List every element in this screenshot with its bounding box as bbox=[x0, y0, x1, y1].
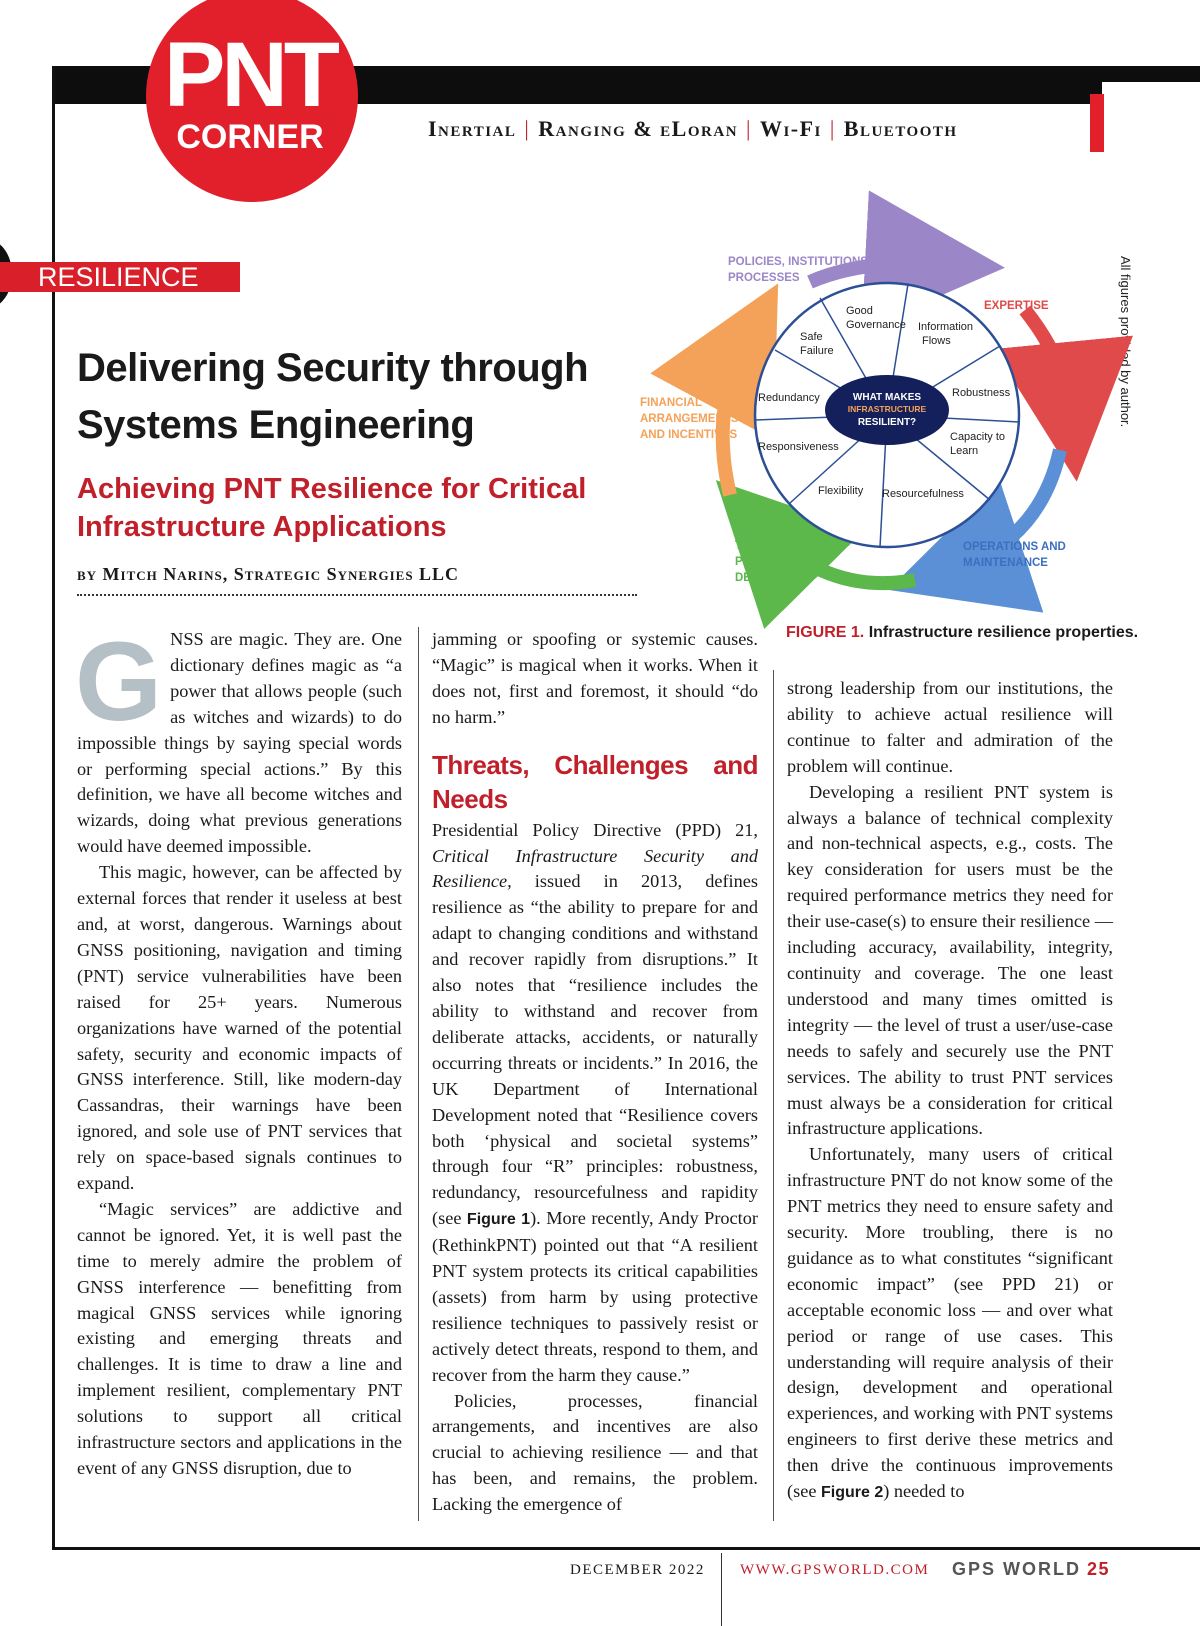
center-line-3: RESILIENT? bbox=[857, 417, 917, 428]
spoke-information-flows-2: Flows bbox=[922, 335, 951, 347]
outer-policies-2: PROCESSES bbox=[728, 272, 800, 284]
spoke-safe-failure-2: Failure bbox=[800, 345, 834, 357]
outer-operations-1: OPERATIONS AND bbox=[963, 541, 1066, 553]
outer-financial-1: FINANCIAL bbox=[640, 397, 702, 409]
spoke-capacity-2: Learn bbox=[950, 445, 979, 457]
section-heading: Threats, Challenges and Needs bbox=[432, 749, 758, 814]
spoke-capacity-1: Capacity to bbox=[950, 431, 1006, 443]
section-tag: RESILIENCE bbox=[0, 262, 240, 292]
col2-paragraph-1: jamming or spoofing or systemic causes. “Magic” is magical when it works. When it does not, first and foremost, it should “do no harm.” bbox=[432, 629, 758, 727]
col3-paragraph-1: strong leadership from our institutions, the ability to achieve actual resilience will continue to falter and admiration of the problem will continue. bbox=[787, 678, 1113, 776]
column-rule-1 bbox=[418, 627, 419, 1521]
figure-caption-text: Infrastructure resilience properties. bbox=[868, 624, 1139, 641]
nav-bluetooth: Bluetooth bbox=[843, 116, 958, 141]
byline-divider bbox=[77, 594, 637, 596]
topic-nav: Inertial | Ranging & eLoran | Wi-Fi | Bluetooth bbox=[428, 116, 958, 141]
spoke-good-governance-1: Good bbox=[846, 305, 873, 317]
footer-date: DECEMBER 2022 bbox=[570, 1562, 705, 1578]
spoke-responsiveness: Responsiveness bbox=[758, 441, 839, 453]
spoke-robustness: Robustness bbox=[952, 387, 1011, 399]
figure-caption bbox=[786, 624, 1138, 642]
nav-inertial: Inertial bbox=[428, 116, 517, 141]
col1-paragraph-1: NSS are magic. They are. One dictionary defines magic as “a power that allows people (such as witches and wizards) to do impossible things by saying special words or performing special actions.” By this definition, we have all become witches and wizards, doing what previous generations would have deemed impossible. bbox=[77, 629, 402, 857]
figure-2-reference: Figure 2 bbox=[821, 1484, 884, 1502]
footer-url[interactable]: WWW.GPSWORLD.COM bbox=[740, 1562, 930, 1578]
outer-technical-1: TECHNICAL bbox=[735, 540, 802, 552]
col2-paragraph-2: Presidential Policy Directive (PPD) 21, Critical Infrastructure Security and Resilience, issued in 2013, defines resilience as “the ability to prepare for and adapt to changing conditions and withstand and recover rapidly from disruptions.” It also notes that “resilience includes the ability to withstand and recover from deliberate attacks, accidents, or naturally occurring threats or incidents.” In 2016, the UK Department of International Development noted that “Resilience covers both ‘physical and societal systems” through four “R” principles: robustness, redundancy, resourcefulness and rapidity (see Figure 1). More recently, Andy Proctor (RethinkPNT) pointed out that “A resilient PNT system protects its critical capabilities (assets) from harm by using protective resilience techniques to passively resist or actively detect threats, respond to them, and recover from the harm they cause.” bbox=[432, 819, 758, 1385]
spoke-flexibility: Flexibility bbox=[818, 485, 864, 497]
header-accent-tab bbox=[1090, 94, 1104, 152]
center-line-1: WHAT MAKES bbox=[852, 392, 922, 403]
figure-label: FIGURE 1. bbox=[786, 624, 865, 641]
outer-operations-2: MAINTENANCE bbox=[963, 557, 1048, 569]
figure-1-reference: Figure 1 bbox=[466, 1211, 531, 1229]
footer-divider bbox=[721, 1553, 722, 1626]
column-1 bbox=[75, 619, 402, 1482]
pnt-corner-logo bbox=[134, 0, 370, 206]
byline: by Mitch Narins, Strategic Synergies LLC bbox=[77, 564, 460, 584]
col3-paragraph-2: Developing a resilient PNT system is always a balance of technical complexity and non-technical aspects, e.g., costs. The key consideration for users must be the required performance metrics they need for their use-case(s) to ensure their resilience — including accuracy, availability, integrity, continuity and coverage. The one least understood and many times omitted is integrity — the level of trust a user/use-case needs to safely and securely use the PNT services. The ability to trust PNT services must always be a consideration for critical infrastructure applications. bbox=[787, 781, 1113, 1139]
spoke-redundancy: Redundancy bbox=[758, 392, 820, 404]
page-number: 25 bbox=[1087, 1559, 1111, 1579]
outer-technical-3: DESIGN bbox=[735, 572, 780, 584]
spoke-safe-failure-1: Safe bbox=[800, 331, 823, 343]
spoke-information-flows-1: Information bbox=[918, 321, 974, 333]
column-rule-2 bbox=[773, 670, 774, 1521]
center-line-2: INFRASTRUCTURE bbox=[847, 404, 927, 414]
page-frame-bottom bbox=[52, 1547, 1200, 1550]
outer-policies-1: POLICIES, INSTITUTIONS AND bbox=[728, 256, 896, 268]
spoke-resourcefulness: Resourcefulness bbox=[882, 488, 964, 500]
drop-cap: G bbox=[75, 619, 163, 744]
column-2 bbox=[432, 627, 758, 1518]
figure-credit: All figures provided by author. bbox=[1118, 256, 1133, 428]
col1-paragraph-3: “Magic services” are addictive and cannot be ignored. Yet, it is well past the time to merely admire the problem of GNSS interference — benefitting from magical GNSS services while ignoring existing and emerging threats and challenges. It is time to draw a line and implement resilient, complementary PNT solutions to support all critical infrastructure sectors and applications in the event of any GNSS disruption, due to bbox=[77, 1198, 402, 1478]
header-bar-extension bbox=[1080, 66, 1200, 82]
outer-financial-3: AND INCENTIVES bbox=[640, 429, 738, 441]
spoke-good-governance-2: Governance bbox=[846, 319, 906, 331]
col2-paragraph-3: Policies, processes, financial arrangements, and incentives are also crucial to achieving resilience — and that has been, and remains, the problem. Lacking the emergence of bbox=[432, 1390, 758, 1515]
arrow-expertise bbox=[1025, 310, 1070, 412]
resilience-diagram bbox=[640, 250, 1120, 620]
article-headline: Delivering Security through Systems Engineering bbox=[77, 346, 589, 447]
col3-paragraph-3: Unfortunately, many users of critical infrastructure PNT do not know some of the PNT metrics they need to ensure safety and security. More troubling, there is no guidance as to what constitutes “significant economic impact” (see PPD 21) or acceptable economic loss — and over what period or range of use cases. This understanding will require analysis of their design, development and operational experiences, and working with PNT systems engineers to first derive these metrics and then drive the continuous improvements (see Figure 2) needed to bbox=[787, 1144, 1113, 1502]
col1-paragraph-2: This magic, however, can be affected by external forces that render it useless at best and, at worst, dangerous. Warnings about GNSS positioning, navigation and timing (PNT) service vulnerabilities have been raised for 25+ years. Numerous organizations have warned of the potential safety, security and economic impacts of GNSS interference. Still, like modern-day Cassandras, their warnings have been ignored, and sole use of PNT services that rely on space-based signals continues to expand. bbox=[77, 862, 402, 1194]
article-subheadline: Achieving PNT Resilience for Critical Infrastructure Applications bbox=[77, 473, 587, 543]
footer-magazine: GPS WORLD bbox=[952, 1559, 1081, 1579]
outer-technical-2: PLANNING AND bbox=[735, 556, 823, 568]
ppd-title: Critical Infrastructure Security and Resilience, bbox=[432, 845, 758, 892]
column-3 bbox=[787, 676, 1113, 1506]
outer-financial-2: ARRANGEMENTS bbox=[640, 413, 739, 425]
nav-wifi: Wi-Fi bbox=[759, 116, 822, 141]
outer-expertise: EXPERTISE bbox=[984, 300, 1049, 312]
logo-corner-text: CORNER bbox=[176, 118, 324, 156]
logo-pnt-text: PNT bbox=[164, 24, 336, 126]
nav-ranging-eloran: Ranging & eLoran bbox=[538, 116, 739, 141]
